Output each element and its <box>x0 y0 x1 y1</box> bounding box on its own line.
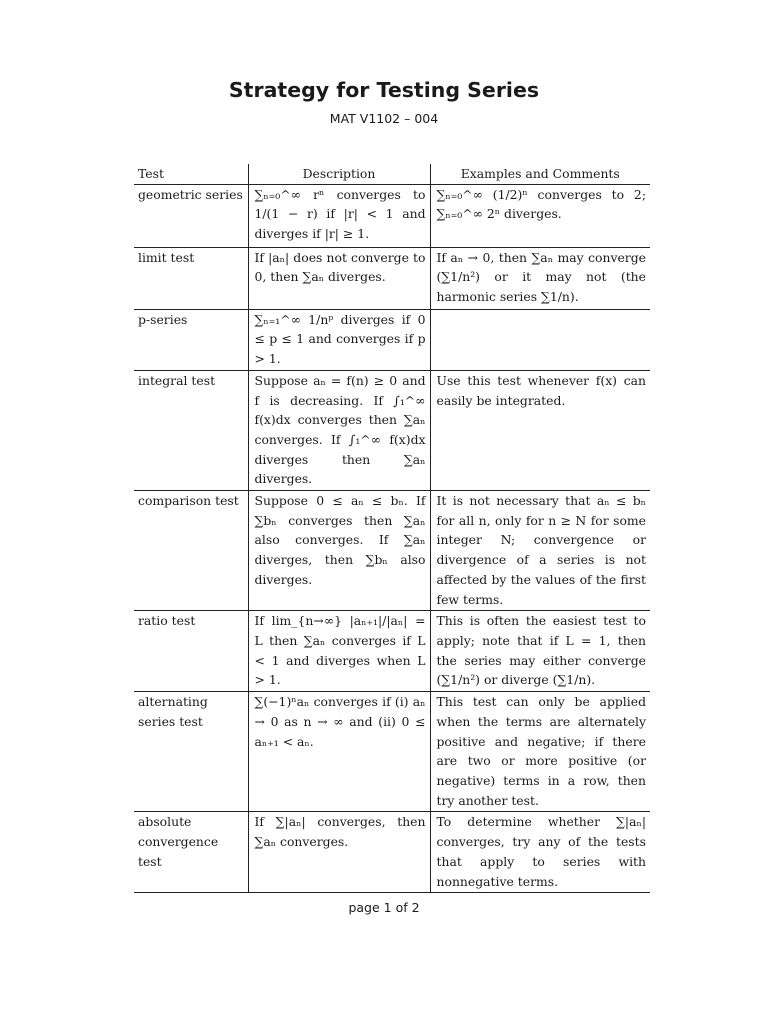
table-row <box>134 247 650 309</box>
description-cell: If |aₙ| does not converge to 0, then ∑aₙ diverges. <box>248 247 430 309</box>
description-cell: Suppose aₙ = f(n) ≥ 0 and f is decreasing. If ∫₁^∞ f(x)dx converges then ∑aₙ converges. If ∫₁^∞ f(x)dx diverges then ∑aₙ diverges. <box>248 370 430 490</box>
description-cell: ∑ₙ₌₁^∞ 1/nᵖ diverges if 0 ≤ p ≤ 1 and converges if p > 1. <box>248 309 430 370</box>
test-name-cell: integral test <box>134 370 248 490</box>
comments-cell: This is often the easiest test to apply; note that if L = 1, then the series may either converge (∑1/n²) or diverge (∑1/n). <box>430 611 650 692</box>
page-title: Strategy for Testing Series <box>228 78 540 102</box>
description-cell: ∑(−1)ⁿaₙ converges if (i) aₙ → 0 as n → ∞ and (ii) 0 ≤ aₙ₊₁ < aₙ. <box>248 692 430 812</box>
test-name-cell: p-series <box>134 309 248 370</box>
test-name-cell: comparison test <box>134 491 248 611</box>
page-subtitle: MAT V1102 – 004 <box>329 111 439 126</box>
description-cell: If ∑|aₙ| converges, then ∑aₙ converges. <box>248 812 430 893</box>
table-row <box>134 611 650 692</box>
column-header-description: Description <box>248 164 430 184</box>
comments-cell: Use this test whenever f(x) can easily be integrated. <box>430 370 650 490</box>
test-name-cell: alternating series test <box>134 692 248 812</box>
page-number: page 1 of 2 <box>348 900 420 915</box>
table-row <box>134 370 650 490</box>
description-cell: ∑ₙ₌₀^∞ rⁿ converges to 1/(1 − r) if |r| < 1 and diverges if |r| ≥ 1. <box>248 184 430 247</box>
comments-cell: ∑ₙ₌₀^∞ (1/2)ⁿ converges to 2; ∑ₙ₌₀^∞ 2ⁿ diverges. <box>430 184 650 247</box>
test-name-cell: limit test <box>134 247 248 309</box>
table-row <box>134 491 650 611</box>
comments-cell: It is not necessary that aₙ ≤ bₙ for all n, only for n ≥ N for some integer N; convergence or divergence of a series is not affected by the values of the first few terms. <box>430 491 650 611</box>
table-row <box>134 812 650 893</box>
comments-cell <box>430 309 650 370</box>
comments-cell: If aₙ → 0, then ∑aₙ may converge (∑1/n²) or it may not (the harmonic series ∑1/n). <box>430 247 650 309</box>
test-name-cell: ratio test <box>134 611 248 692</box>
comments-cell: To determine whether ∑|aₙ| converges, try any of the tests that apply to series with nonnegative terms. <box>430 812 650 893</box>
description-cell: If lim_{n→∞} |aₙ₊₁|/|aₙ| = L then ∑aₙ converges if L < 1 and diverges when L > 1. <box>248 611 430 692</box>
series-tests-table <box>134 164 650 893</box>
table-header-row <box>134 164 650 184</box>
test-name-cell: absolute convergence test <box>134 812 248 893</box>
table-row <box>134 692 650 812</box>
test-name-cell: geometric series <box>134 184 248 247</box>
description-cell: Suppose 0 ≤ aₙ ≤ bₙ. If ∑bₙ converges then ∑aₙ also converges. If ∑aₙ diverges, then ∑bₙ also diverges. <box>248 491 430 611</box>
comments-cell: This test can only be applied when the terms are alternately positive and negative; if there are two or more positive (or negative) terms in a row, then try another test. <box>430 692 650 812</box>
column-header-comments: Examples and Comments <box>430 164 650 184</box>
column-header-test: Test <box>134 164 248 184</box>
table-row <box>134 184 650 247</box>
table-row <box>134 309 650 370</box>
